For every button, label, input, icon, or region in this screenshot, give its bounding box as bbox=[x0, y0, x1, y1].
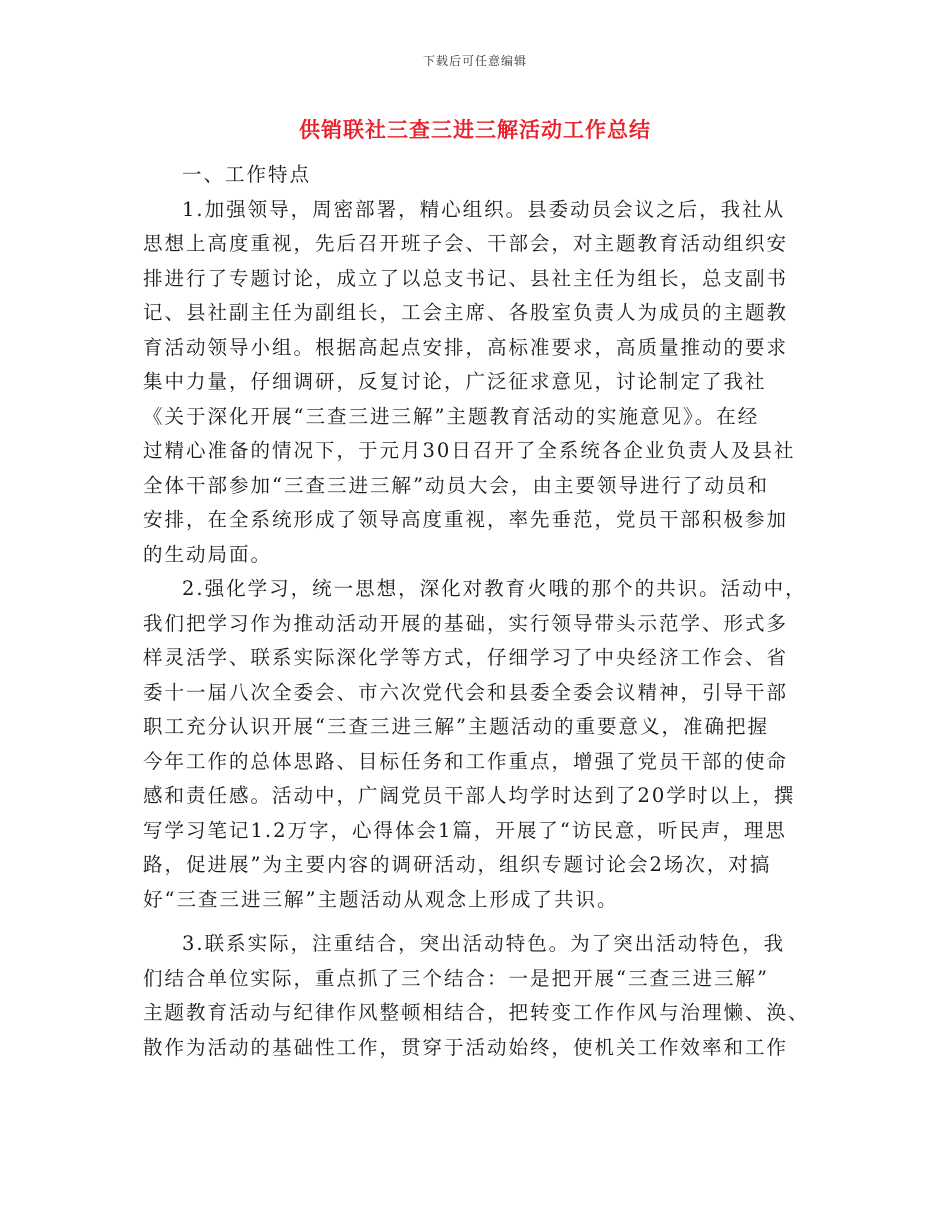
text-line: 职工充分认识开展“三查三进三解”主题活动的重要意义，准确把握 bbox=[143, 715, 769, 738]
text-line: 写学习笔记1.2万字，心得体会1篇，开展了“访民意，听民声，理思 bbox=[143, 818, 787, 842]
page-header: 下载后可任意编辑 bbox=[422, 54, 527, 68]
paragraph-2 bbox=[143, 572, 813, 917]
text-line: 1.加强领导，周密部署，精心组织。县委动员会议之后，我社从 bbox=[182, 197, 786, 221]
text-line: 今年工作的总体思路、目标任务和工作重点，增强了党员干部的使命 bbox=[143, 749, 789, 773]
text-line: 感和责任感。活动中，广阔党员干部人均学时达到了20学时以上，撰 bbox=[143, 784, 796, 807]
text-line: 好“三查三进三解”主题活动从观念上形成了共识。 bbox=[143, 887, 619, 911]
text-line: 过精心准备的情况下，于元月30日召开了全系统各企业负责人及县社 bbox=[143, 439, 796, 462]
text-line: 集中力量，仔细调研，反复讨论，广泛征求意见，讨论制定了我社 bbox=[143, 370, 767, 393]
text-line: 散作为活动的基础性工作，贯穿于活动始终，使机关工作效率和工作 bbox=[143, 1035, 789, 1059]
text-line: 记、县社副主任为副组长，工会主席、各股室负责人为成员的主题教 bbox=[143, 301, 789, 324]
text-line: 全体干部参加“三查三进三解”动员大会，由主要领导进行了动员和 bbox=[143, 473, 769, 497]
text-line: 《关于深化开展“三查三进三解”主题教育活动的实施意见》。在经 bbox=[143, 404, 760, 428]
text-line: 样灵活学、联系实际深化学等方式，仔细学习了中央经济工作会、省 bbox=[143, 646, 789, 669]
text-line: 2.强化学习，统一思想，深化对教育火哦的那个的共识。活动中， bbox=[182, 577, 807, 600]
paragraph-3 bbox=[143, 927, 813, 1065]
text-line: 委十一届八次全委会、市六次党代会和县委全委会议精神，引导干部 bbox=[143, 680, 789, 704]
text-line: 思想上高度重视，先后召开班子会、干部会，对主题教育活动组织安 bbox=[143, 232, 789, 255]
text-line: 的生动局面。 bbox=[143, 542, 273, 566]
text-line: 3.联系实际，注重结合，突出活动特色。为了突出活动特色，我 bbox=[182, 932, 786, 955]
text-line: 路，促进展”为主要内容的调研活动，组织专题讨论会2场次，对搞 bbox=[143, 853, 772, 876]
text-line: 主题教育活动与纪律作风整顿相结合，把转变工作作风与治理懒、涣、 bbox=[143, 1001, 810, 1024]
text-line: 排进行了专题讨论，成立了以总支书记、县社主任为组长，总支副书 bbox=[143, 266, 789, 290]
text-line: 安排，在全系统形成了领导高度重视，率先垂范，党员干部积极参加 bbox=[143, 508, 789, 531]
section-heading: 一、工作特点 bbox=[182, 163, 312, 186]
document-body bbox=[143, 158, 813, 1065]
paragraph-1 bbox=[143, 193, 813, 573]
document-title: 供销联社三查三进三解活动工作总结 bbox=[299, 117, 651, 142]
text-line: 育活动领导小组。根据高起点安排，高标准要求，高质量推动的要求 bbox=[143, 335, 789, 359]
text-line: 我们把学习作为推动活动开展的基础，实行领导带头示范学、形式多 bbox=[143, 611, 789, 635]
text-line: 们结合单位实际，重点抓了三个结合：一是把开展“三查三进三解” bbox=[143, 966, 769, 990]
